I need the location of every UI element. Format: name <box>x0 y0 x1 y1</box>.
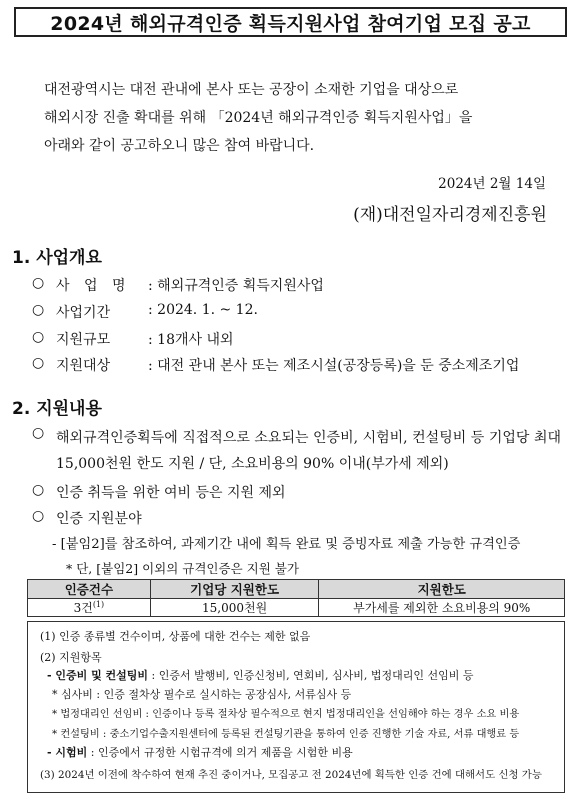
note-line: (1) 인증 종류별 건수이며, 상품에 대한 건수는 제한 없음 <box>40 630 311 643</box>
support-limit-table <box>27 579 565 617</box>
bullet-circle-icon: ○ <box>32 329 45 345</box>
note-line: (2) 지원항목 <box>40 651 102 664</box>
intro-line: 해외시장 진출 확대를 위해 「2024년 해외규격인증 획득지원사업」을 <box>44 110 473 126</box>
item-label: 지원대상 <box>56 358 111 374</box>
section-1-heading: 1. 사업개요 <box>12 248 102 268</box>
bullet-circle-icon: ○ <box>32 425 45 441</box>
table-header-cell: 인증건수 <box>28 580 151 599</box>
note-text: : 인증에서 규정한 시험규격에 의거 제품을 시험한 비용 <box>87 746 353 759</box>
note-bold-label: - 인증비 및 컨설팅비 <box>47 669 149 682</box>
organization-name: (재)대전일자리경제진흥원 <box>353 205 547 225</box>
bullet-circle-icon: ○ <box>32 355 45 371</box>
notice-title: 2024년 해외규격인증 획득지원사업 참여기업 모집 공고 <box>50 12 531 35</box>
item-value: : 대전 관내 본사 또는 제조시설(공장등록)을 둔 중소제조기업 <box>148 358 520 374</box>
overview-item-scale <box>32 329 234 349</box>
count-value: 3건 <box>73 601 93 615</box>
item-label: 사업기간 <box>56 305 111 321</box>
support-item-text: 해외규격인증획득에 직접적으로 소요되는 인증비, 시험비, 컨설팅비 등 기업당 최대 15,000천원 한도 지원 / 단, 소요비용의 90% 이내(부가세 제외) <box>56 430 561 472</box>
note-text: : 인증서 발행비, 인증신청비, 연회비, 심사비, 법정대리인 선임비 등 <box>148 669 474 682</box>
intro-line: 아래와 같이 공고하오니 많은 참여 바랍니다. <box>44 138 315 154</box>
note-line <box>47 744 353 760</box>
support-item-text: 인증 취득을 위한 여비 등은 지원 제외 <box>56 485 286 501</box>
bullet-circle-icon: ○ <box>32 508 45 524</box>
table-header-cell: 기업당 지원한도 <box>150 580 319 599</box>
bullet-circle-icon: ○ <box>32 482 45 498</box>
note-line: * 법정대리인 선임비 : 인증이나 등록 절차상 필수적으로 현지 법정대리인을 선임해야 하는 경우 소요 비용 <box>52 709 520 720</box>
support-item-exclusion <box>32 482 286 502</box>
intro-line: 대전광역시는 대전 관내에 본사 또는 공장이 소재한 기업을 대상으로 <box>44 82 459 98</box>
notice-date: 2024년 2월 14일 <box>438 176 546 192</box>
note-bold-label: - 시험비 <box>47 746 88 759</box>
table-cell-support: 부가세를 제외한 소요비용의 90% <box>319 599 565 617</box>
table-notes-box <box>27 621 565 793</box>
overview-item-target <box>32 355 519 375</box>
support-item-costs <box>32 425 567 477</box>
item-value: : 18개사 내외 <box>148 332 234 348</box>
bullet-circle-icon: ○ <box>32 302 45 318</box>
intro-paragraph <box>44 76 564 160</box>
support-item-text: 인증 지원분야 <box>56 511 142 527</box>
note-line: * 심사비 : 인증 절차상 필수로 실시하는 공장심사, 서류심사 등 <box>52 688 352 701</box>
item-value: : 해외규격인증 획득지원사업 <box>148 278 324 294</box>
table-row <box>28 599 565 617</box>
item-value: : 2024. 1. ~ 12. <box>148 302 258 318</box>
table-header-row <box>28 580 565 599</box>
table-header-cell: 지원한도 <box>319 580 565 599</box>
notice-title-box <box>14 7 567 37</box>
note-line: * 컨설팅비 : 중소기업수출지원센터에 등록된 컨설팅기관을 통하여 인증 진행한 기술 자료, 서류 대행료 등 <box>52 729 520 740</box>
note-line <box>47 667 474 683</box>
overview-item-name <box>32 275 324 295</box>
item-label: 사 업 명 <box>56 278 131 294</box>
note-line: (3) 2024년 이전에 착수하여 현재 추진 중이거나, 모집공고 전 2024년에 획득한 인증 건에 대해서도 신청 가능 <box>40 769 542 781</box>
bullet-circle-icon: ○ <box>32 275 45 291</box>
table-cell-limit: 15,000천원 <box>150 599 319 617</box>
support-field-note: * 단, [붙임2] 이외의 규격인증은 지원 불가 <box>66 561 299 576</box>
support-field-detail: - [붙임2]를 참조하여, 과제기간 내에 획득 완료 및 증빙자료 제출 가능한 규격인증 <box>52 537 521 552</box>
table-cell-count <box>28 599 151 617</box>
count-footnote-mark: (1) <box>92 600 105 609</box>
item-label: 지원규모 <box>56 332 111 348</box>
support-item-field <box>32 508 142 528</box>
overview-item-period <box>32 302 258 322</box>
section-2-heading: 2. 지원내용 <box>12 399 102 419</box>
